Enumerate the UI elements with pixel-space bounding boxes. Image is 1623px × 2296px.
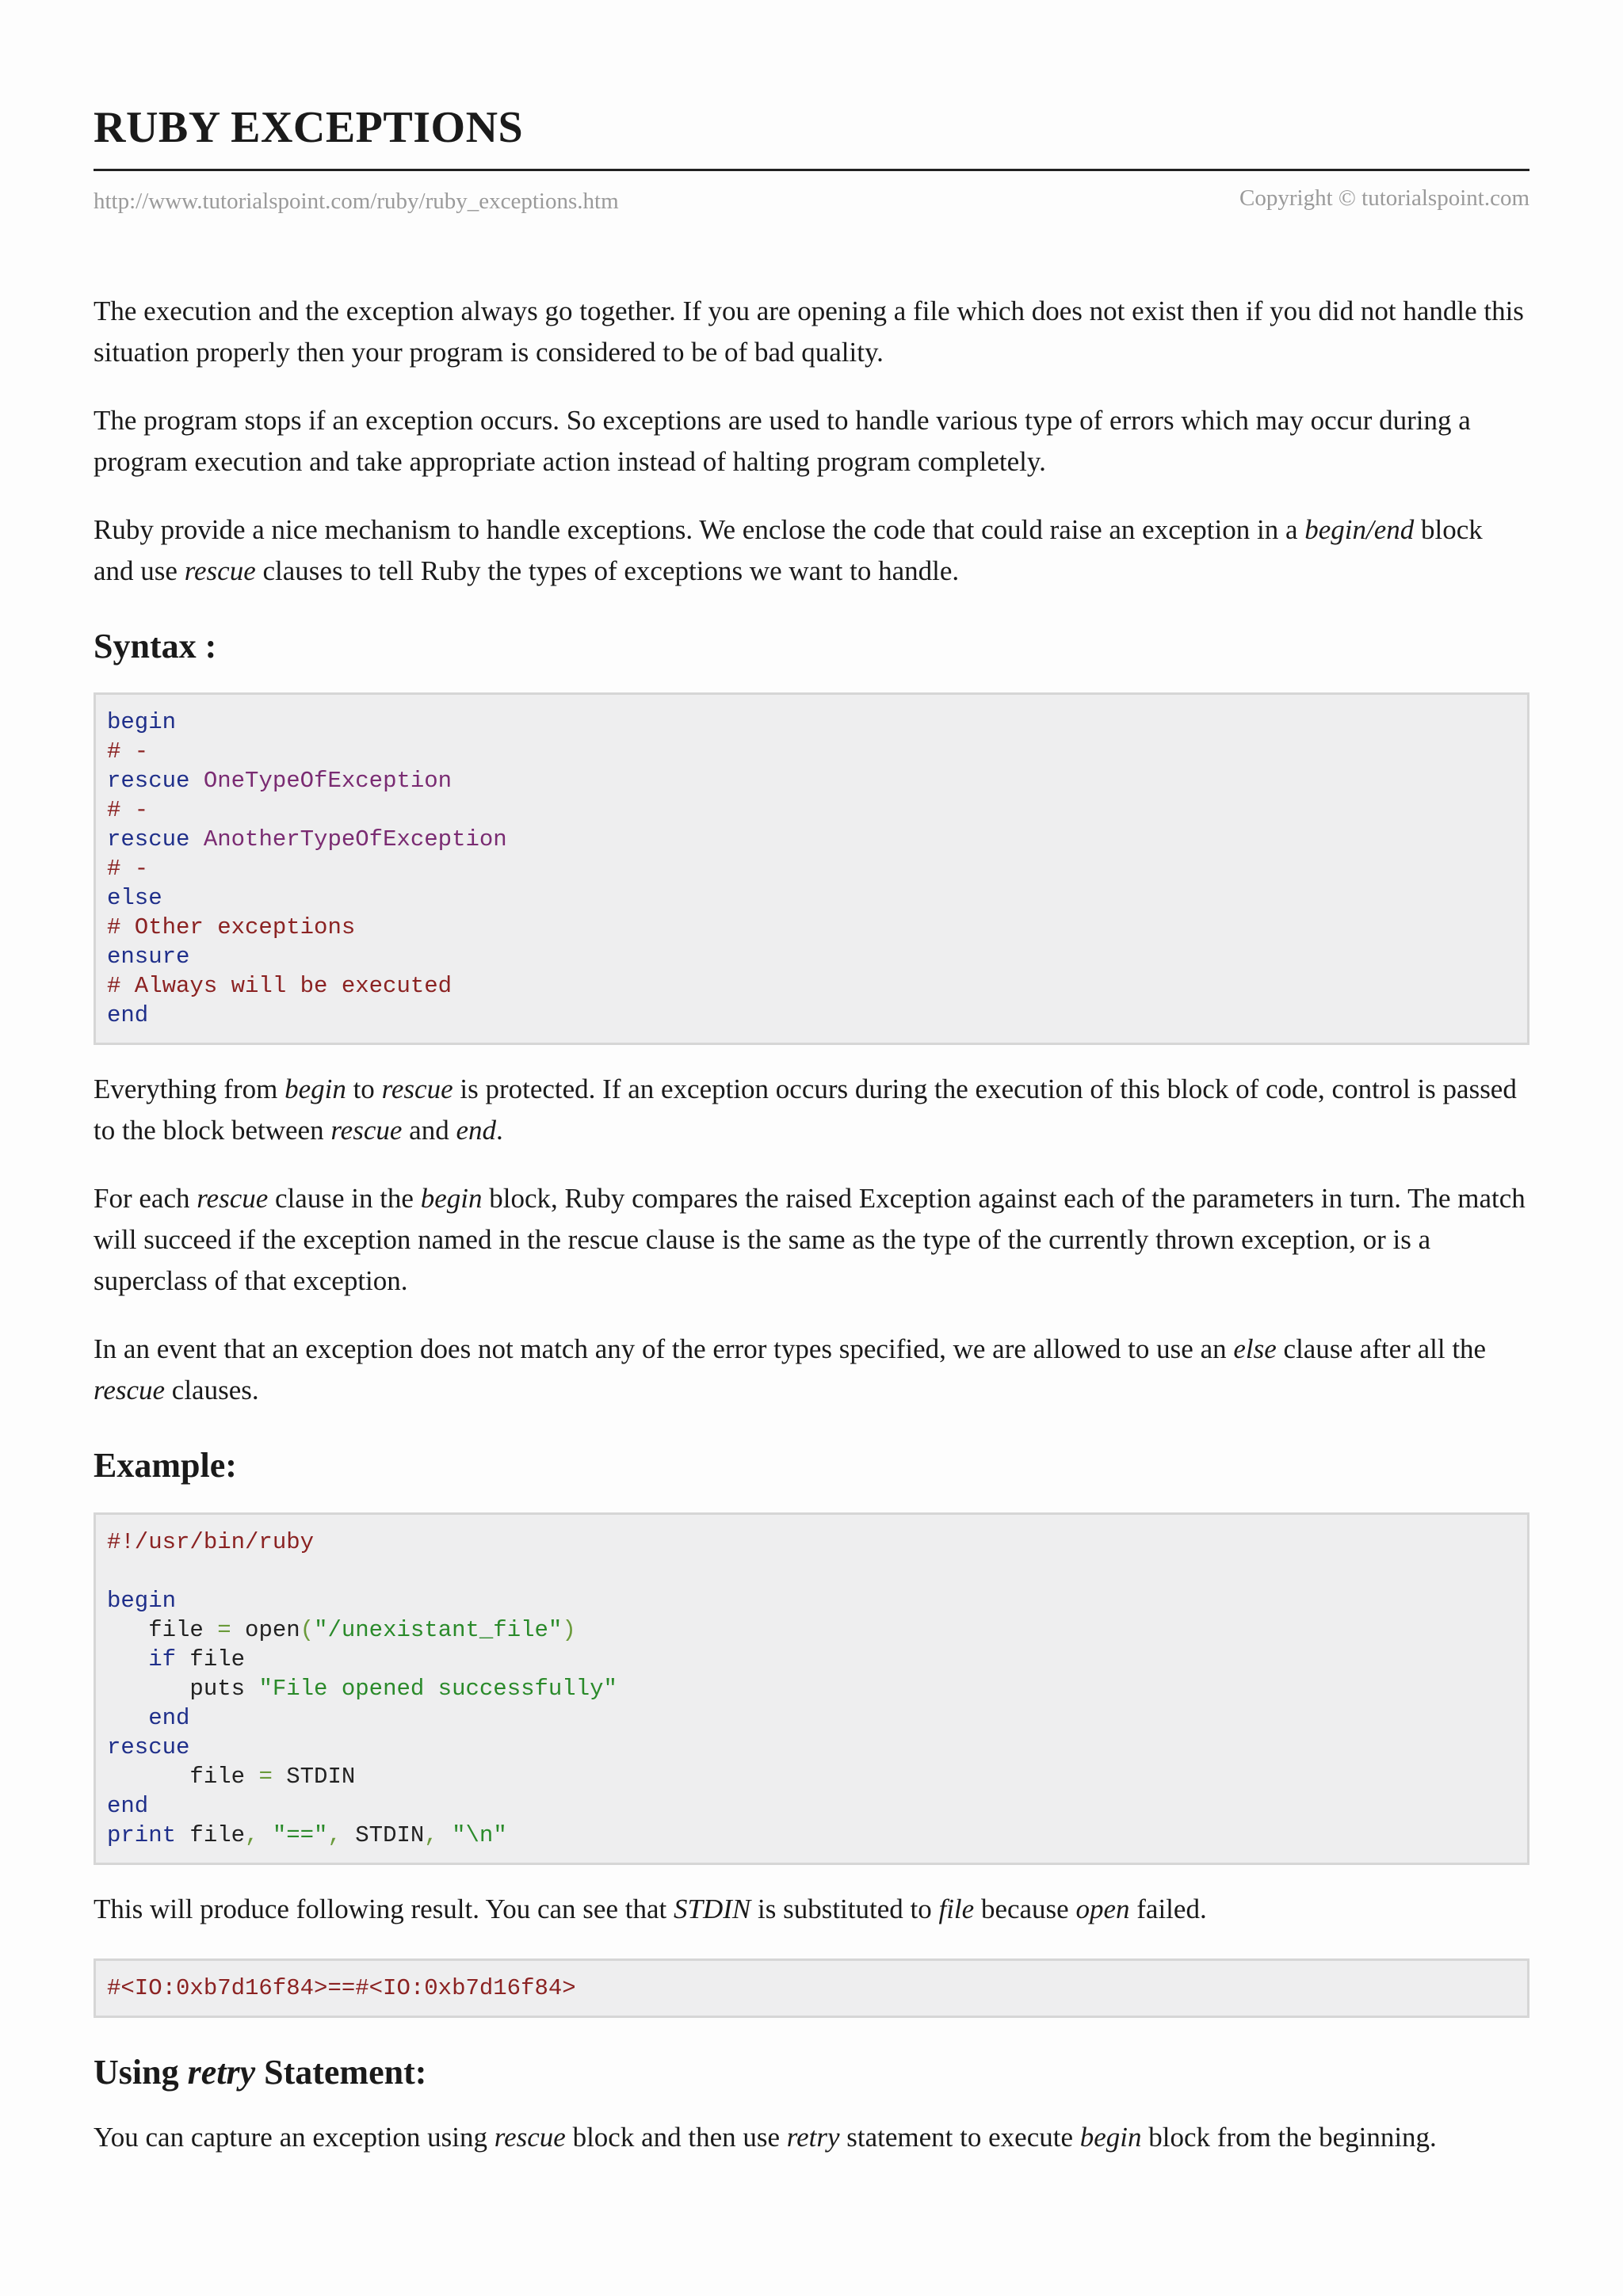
intro-paragraph-1: The execution and the exception always go together. If you are opening a file which does not exist then if you did not handle this situation properly then your program is considered to be of bad quality. (94, 296, 1524, 368)
code-token (189, 826, 203, 852)
code-token: = (258, 1763, 273, 1790)
result-output-block: #<IO:0xb7d16f84>==#<IO:0xb7d16f84> (94, 1958, 1529, 2018)
code-token: begin (107, 1587, 177, 1614)
code-token: # Always will be executed (107, 973, 453, 1000)
example-heading: Example: (94, 1446, 237, 1486)
code-token (107, 1646, 148, 1672)
code-token (258, 1822, 272, 1848)
code-token: "\n" (452, 1821, 507, 1848)
explain-paragraph-2: For each rescue clause in the begin block, Ruby compares the raised Exception against each of the parameters in turn. The match will succeed if the exception named in the rescue clause is the same as the type of the currently thrown exception, or is a superclass of that exception. (94, 1183, 1526, 1297)
code-token: rescue (107, 826, 190, 853)
code-token: # - (107, 797, 149, 824)
intro-paragraph-3: Ruby provide a nice mechanism to handle exceptions. We enclose the code that could raise an exception in a begin/end block and use rescue clauses to tell Ruby the types of exceptions we want to handle. (94, 514, 1483, 587)
retry-heading: Using retry Statement: (94, 2052, 427, 2092)
page-meta (94, 185, 1529, 215)
code-token: print (107, 1821, 177, 1848)
code-token: , (327, 1821, 342, 1848)
code-token: open (231, 1616, 300, 1643)
code-token: STDIN (341, 1821, 425, 1848)
code-token: begin (107, 709, 177, 736)
intro-paragraph-2: The program stops if an exception occurs. So exceptions are used to handle various type of errors which may occur during a program execution and take appropriate action instead of halting program completely. (94, 405, 1471, 478)
code-token: ( (300, 1616, 315, 1643)
code-token: file (107, 1763, 259, 1790)
syntax-code-block (94, 692, 1529, 1045)
code-token: = (217, 1616, 231, 1643)
code-token: "==" (272, 1821, 328, 1848)
code-token: rescue (107, 768, 190, 795)
code-token: file (107, 1616, 218, 1643)
code-token: file (176, 1821, 246, 1848)
code-token: # - (107, 738, 149, 765)
code-token (107, 1705, 148, 1731)
code-token: , (424, 1821, 438, 1848)
code-token: , (245, 1821, 259, 1848)
code-token: STDIN (272, 1763, 356, 1790)
code-token: "/unexistant_file" (314, 1616, 563, 1643)
code-token (438, 1822, 452, 1848)
code-token: rescue (107, 1733, 190, 1760)
page-title: RUBY EXCEPTIONS (94, 103, 524, 152)
code-token: AnotherTypeOfException (203, 826, 507, 853)
explain-paragraph-1: Everything from begin to rescue is protected. If an exception occurs during the execution of this block of code, control is passed to the block between rescue and end. (94, 1074, 1517, 1146)
code-token: else (107, 885, 162, 912)
explain-paragraph-3: In an event that an exception does not match any of the error types specified, we are allowed to use an else clause after all the rescue clauses. (94, 1333, 1487, 1406)
code-token: puts (107, 1675, 259, 1702)
copyright-notice: Copyright © tutorialspoint.com (1239, 185, 1529, 212)
code-token: end (107, 1002, 149, 1029)
retry-paragraph: You can capture an exception using rescue block and then use retry statement to execute begin block from the beginning. (94, 2121, 1437, 2153)
code-token: end (148, 1704, 190, 1731)
code-token: end (107, 1792, 149, 1819)
source-url: http://www.tutorialspoint.com/ruby/ruby_exceptions.htm (94, 189, 619, 215)
code-token: ) (562, 1616, 576, 1643)
code-token: "File opened successfully" (258, 1675, 617, 1702)
code-token: # - (107, 856, 149, 883)
code-token: # Other exceptions (107, 914, 356, 941)
code-token: if (148, 1646, 177, 1672)
code-token (189, 768, 203, 794)
code-token: ensure (107, 944, 190, 971)
code-token: OneTypeOfException (203, 768, 453, 795)
code-token: #!/usr/bin/ruby (107, 1528, 315, 1555)
example-code-block (94, 1512, 1529, 1865)
result-paragraph: This will produce following result. You can see that STDIN is substituted to file because open failed. (94, 1893, 1207, 1924)
title-divider (94, 169, 1529, 171)
syntax-heading: Syntax : (94, 627, 217, 666)
code-token: file (176, 1646, 246, 1672)
